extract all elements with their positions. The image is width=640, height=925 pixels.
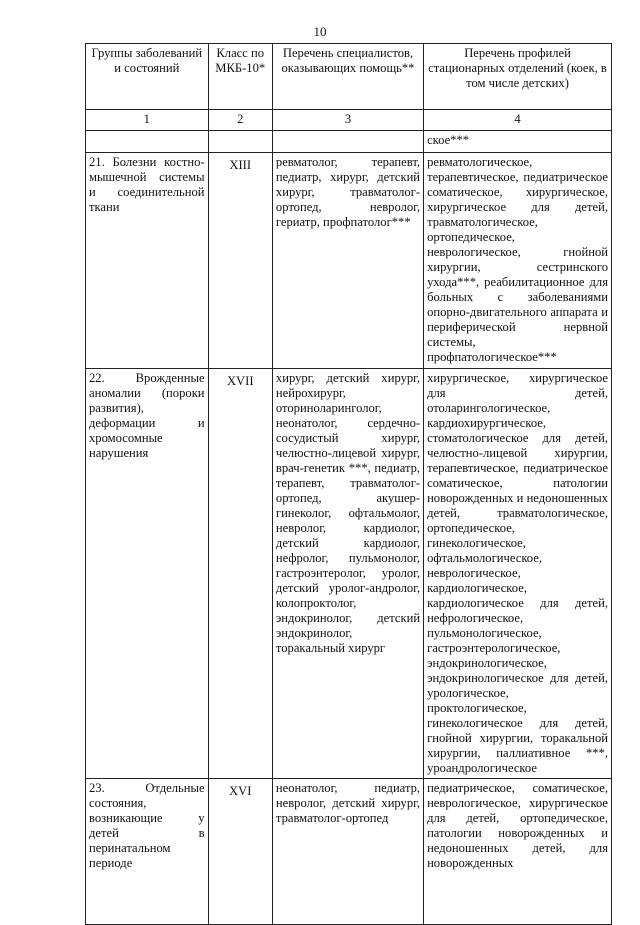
column-number-row — [86, 110, 612, 131]
table-row — [86, 779, 612, 925]
continuation-group-cell — [86, 131, 209, 153]
specialists-cell: неонатолог, педиатр, невролог, детский хирург, травматолог-ортопед — [272, 779, 423, 925]
group-cell: 22. Врожденные аномалии (пороки развития), деформации и хромосомные нарушения — [86, 369, 209, 779]
group-cell: 23. Отдельные состояния, возникающие у детей в перинатальном периоде — [86, 779, 209, 925]
header-icd-class: Класс по МКБ-10* — [208, 44, 272, 110]
group-cell: 21. Болезни костно-мышечной системы и соединительной ткани — [86, 153, 209, 369]
profiles-cell: ревматологическое, терапевтическое, педиатрическое соматическое, хирургическое, хирургическое для детей, травматологическое, ортопедическое, неврологическое, гнойной хирургии, сестринского ухода***, реабилитационное для больных с заболеваниями опорно-двигательного аппарата и периферической нервной системы, профпатологическое*** — [424, 153, 612, 369]
column-number: 3 — [272, 110, 423, 131]
table-header-row — [86, 44, 612, 110]
continuation-class-cell — [208, 131, 272, 153]
icd-class-cell: XIII — [208, 153, 272, 369]
continuation-profiles-cell: ское*** — [424, 131, 612, 153]
table-row — [86, 153, 612, 369]
icd-class-cell: XVI — [208, 779, 272, 925]
column-number: 1 — [86, 110, 209, 131]
profiles-cell: педиатрическое, соматическое, неврологическое, хирургическое для детей, ортопедическое, патологии новорожденных и недоношенных детей, для новорожденных — [424, 779, 612, 925]
table-row — [86, 369, 612, 779]
column-number: 2 — [208, 110, 272, 131]
continuation-row — [86, 131, 612, 153]
page-number: 10 — [313, 24, 327, 39]
continuation-specialists-cell — [272, 131, 423, 153]
header-specialists: Перечень специалистов, оказывающих помощь** — [272, 44, 423, 110]
header-groups: Группы заболеваний и состояний — [86, 44, 209, 110]
column-number: 4 — [424, 110, 612, 131]
profiles-cell: хирургическое, хирургическое для детей, отоларингологическое, кардиохирургическое, стоматологическое для детей, челюстно-лицевой хирургии, терапевтическое, педиатрическое соматическое, патологии новорожденных и недоношенных детей, травматологическое, ортопедическое, гинекологическое, офтальмологическое, неврологическое, кардиологическое, кардиологическое для детей, нефрологическое, пульмонологическое, гастроэнтерологическое, эндокринологическое, эндокринологическое для детей, урологическое, проктологическое, гинекологическое для детей, гнойной хирургии, торакальной хирургии, паллиативное ***, уроандрологическое — [424, 369, 612, 779]
diseases-table — [85, 43, 612, 925]
header-profiles: Перечень профилей стационарных отделений (коек, в том числе детских) — [424, 44, 612, 110]
specialists-cell: ревматолог, терапевт, педиатр, хирург, детский хирург, травматолог-ортопед, невролог, гериатр, профпатолог*** — [272, 153, 423, 369]
icd-class-cell: XVII — [208, 369, 272, 779]
specialists-cell: хирург, детский хирург, нейрохирург, оториноларинголог, неонатолог, сердечно-сосудистый хирург, челюстно-лицевой хирург, врач-генетик ***, педиатр, терапевт, травматолог-ортопед, акушер-гинеколог, офтальмолог, невролог, кардиолог, детский кардиолог, нефролог, пульмонолог, гастроэнтеролог, уролог, детский уролог-андролог, колопроктолог, эндокринолог, детский эндокринолог, торакальный хирург — [272, 369, 423, 779]
